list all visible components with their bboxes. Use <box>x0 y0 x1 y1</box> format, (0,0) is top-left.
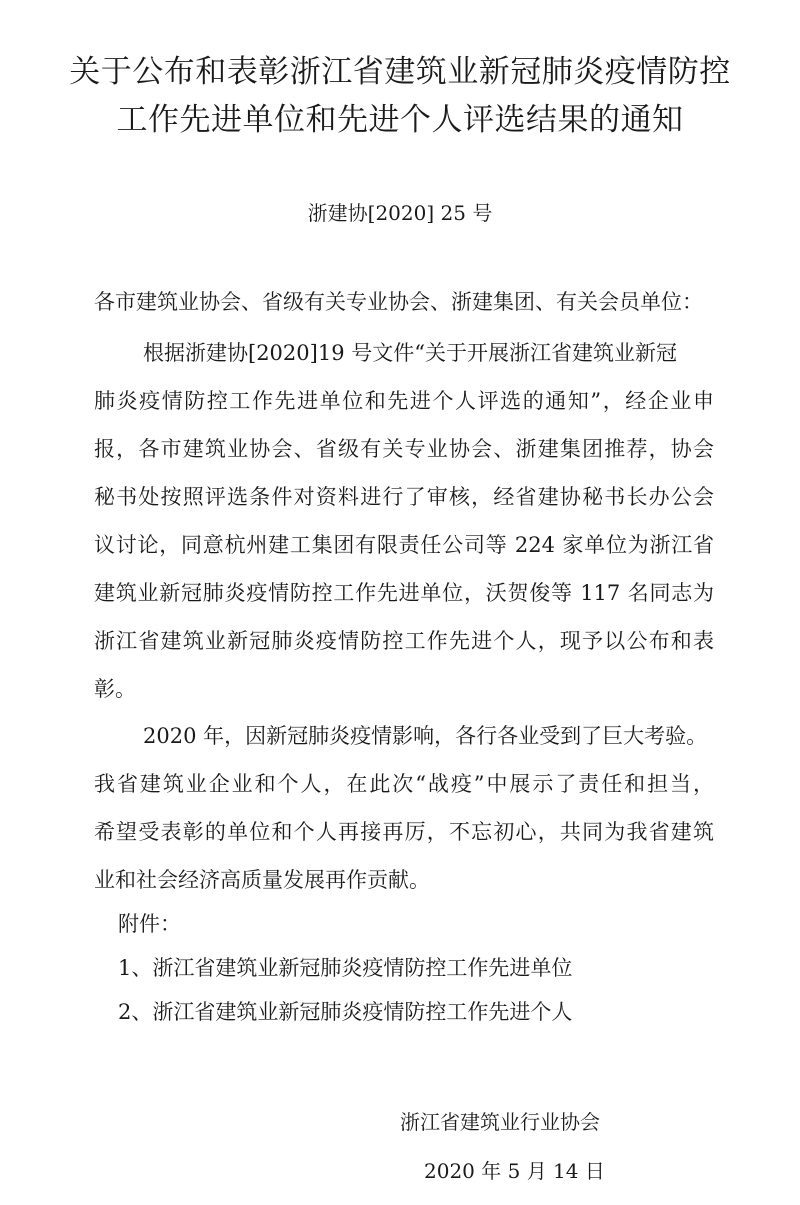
document-title-line-1: 关于公布和表彰浙江省建筑业新冠肺炎疫情防控 <box>69 54 731 90</box>
paragraph-2-line: 我省建筑业企业和个人，在此次“战疫”中展示了责任和担当， <box>94 772 714 796</box>
attachment-item: 1、浙江省建筑业新冠肺炎疫情防控工作先进单位 <box>118 956 573 980</box>
paragraph-1-line: 建筑业新冠肺炎疫情防控工作先进单位，沃贺俊等 117 名同志为 <box>94 581 714 605</box>
paragraph-1-line: 秘书处按照评选条件对资料进行了审核，经省建协秘书长办公会 <box>94 485 714 509</box>
paragraph-2-line: 2020 年，因新冠肺炎疫情影响，各行各业受到了巨大考验。 <box>143 724 708 748</box>
signature-organization: 浙江省建筑业行业协会 <box>400 1110 600 1134</box>
attachment-item: 2、浙江省建筑业新冠肺炎疫情防控工作先进个人 <box>118 1000 573 1024</box>
paragraph-1-line: 议讨论，同意杭州建工集团有限责任公司等 224 家单位为浙江省 <box>94 533 714 557</box>
paragraph-1-line: 彰。 <box>94 677 136 701</box>
attachments-label: 附件： <box>118 912 181 936</box>
paragraph-1-line: 根据浙建协[2020]19 号文件“关于开展浙江省建筑业新冠 <box>143 341 677 365</box>
paragraph-1-line: 浙江省建筑业新冠肺炎疫情防控工作先进个人，现予以公布和表 <box>94 629 714 653</box>
paragraph-2-line: 业和社会经济高质量发展再作贡献。 <box>94 868 430 892</box>
signature-date: 2020 年 5 月 14 日 <box>424 1159 605 1183</box>
document-number: 浙建协[2020] 25 号 <box>307 201 493 225</box>
salutation: 各市建筑业协会、省级有关专业协会、浙建集团、有关会员单位： <box>94 290 703 314</box>
paragraph-2-line: 希望受表彰的单位和个人再接再厉，不忘初心，共同为我省建筑 <box>94 820 714 844</box>
paragraph-1-line: 报，各市建筑业协会、省级有关专业协会、浙建集团推荐，协会 <box>94 437 714 461</box>
document-title-line-2: 工作先进单位和先进个人评选结果的通知 <box>116 102 684 138</box>
paragraph-1-line: 肺炎疫情防控工作先进单位和先进个人评选的通知”，经企业申 <box>94 389 714 413</box>
